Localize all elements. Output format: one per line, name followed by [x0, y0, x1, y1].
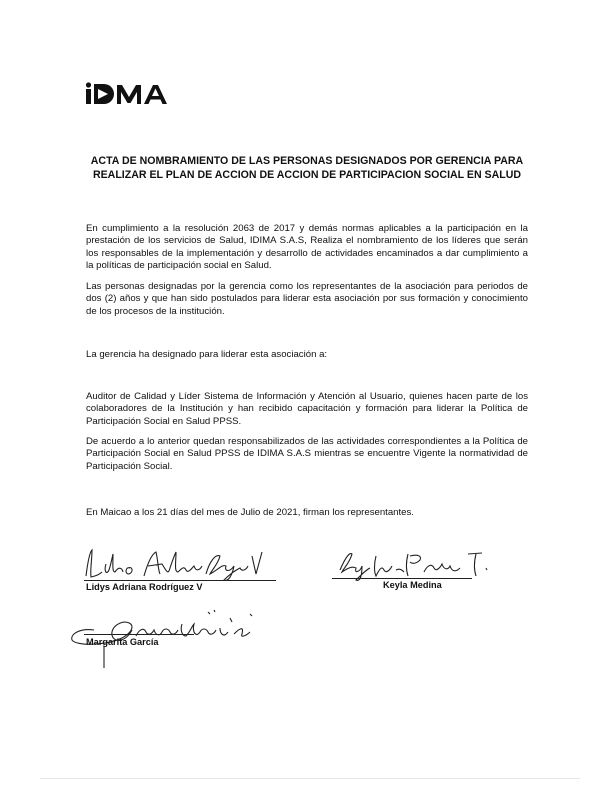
- idima-logo: [84, 80, 196, 108]
- paragraph-resolution: En cumplimiento a la resolución 2063 de 2017 y demás normas aplicables a la participación en la prestación de los servicios de Salud, IDIMA S.A.S, Realiza el nombramiento de los líderes que serán los responsables de la implementación y desarrollo de actividades encaminados a dar cumplimiento a la políticas de participación social en Salud.: [86, 223, 528, 272]
- signatory-name-3: Margarita García: [86, 637, 159, 647]
- paragraph-signing-place-date: En Maicao a los 21 días del mes de Julio de 2021, firman los representantes.: [86, 507, 414, 518]
- paragraph-roles: Auditor de Calidad y Líder Sistema de Información y Atención al Usuario, quienes hacen parte de los colaboradores de la Institución y han recibido capacitación y formación para liderar la Política de Participación Social en Salud PPSS.: [86, 391, 528, 427]
- signatory-name-1: Lidys Adriana Rodríguez V: [86, 582, 203, 592]
- signature-line-3: [84, 634, 194, 635]
- signatory-name-2: Keyla Medina: [383, 580, 442, 590]
- document-title: ACTA DE NOMBRAMIENTO DE LAS PERSONAS DESIGNADOS POR GERENCIA PARA REALIZAR EL PLAN DE ACCION DE ACCION DE PARTICIPACION SOCIAL EN SALUD: [90, 155, 524, 181]
- signature-line-1: [84, 580, 276, 581]
- signature-line-2: [332, 578, 472, 579]
- page-bottom-rule: [40, 778, 580, 779]
- paragraph-designated-persons: Las personas designadas por la gerencia como los representantes de la asociación para periodos de dos (2) años y que han sido postulados para liderar esta asociación por sus formación y conocimiento de los procesos de la institución.: [86, 281, 528, 317]
- paragraph-management-designation: La gerencia ha designado para liderar esta asociación a:: [86, 349, 328, 360]
- paragraph-responsibilities: De acuerdo a lo anterior quedan responsabilizados de las actividades correspondientes a la Política de Participación Social en Salud PPSS de IDIMA S.A.S mientras se encuentre Vigente la normatividad de Participación Social.: [86, 436, 528, 472]
